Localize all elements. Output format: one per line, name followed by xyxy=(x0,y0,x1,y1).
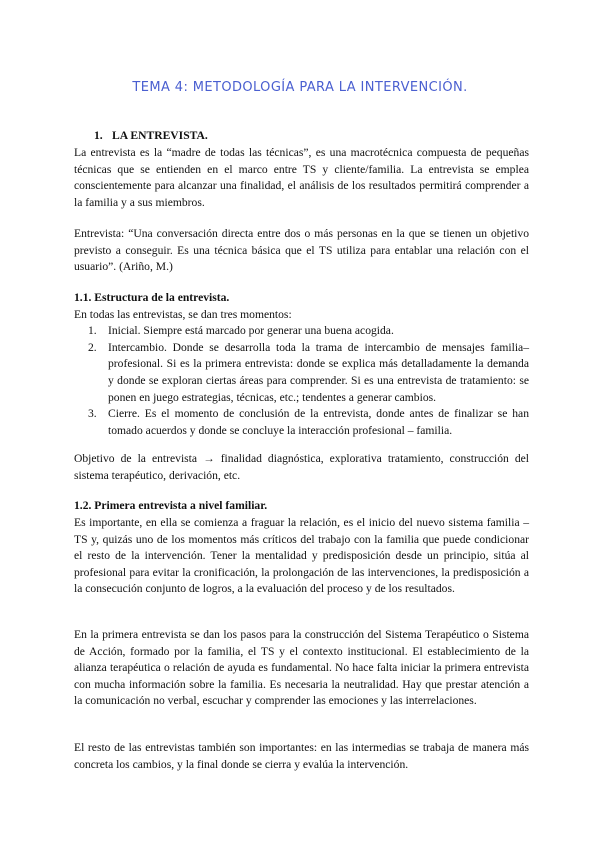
list-item-text: Inicial. Siempre está marcado por generar una buena acogida. xyxy=(108,324,394,338)
objective-paragraph: Objetivo de la entrevista → finalidad diagnóstica, explorativa tratamiento, construcción del sistema terapéutico, derivación, etc. xyxy=(74,452,529,482)
list-item-number: 1. xyxy=(88,324,97,338)
definition-paragraph: Entrevista: “Una conversación directa entre dos o más personas en la que se tienen un objetivo previsto a conseguir. Es una técnica básica que el TS utiliza para entablar una relación con el usuario”. (Ariño, M.) xyxy=(74,227,529,274)
section-1-2-paragraph-2 xyxy=(74,627,529,710)
intro-paragraph: La entrevista es la “madre de todas las técnicas”, es una macrotécnica compuesta de pequeñas técnicas que se entienden en el marco entre TS y cliente/familia. La entrevista se emplea conscientemente para alcanzar una finalidad, el análisis de los resultados permitirá comprender a la familia y a sus miembros. xyxy=(74,146,529,209)
objective-paragraph-block xyxy=(74,451,529,484)
section-1-2 xyxy=(74,498,529,515)
section-1-heading xyxy=(74,128,529,145)
section-1-2-paragraph-1 xyxy=(74,515,529,598)
section-1-1-heading: 1.1. Estructura de la entrevista. xyxy=(74,291,230,304)
section-1-definition xyxy=(74,226,529,276)
section-1-intro xyxy=(74,145,529,211)
section-1-number: 1. xyxy=(94,129,103,142)
list-item xyxy=(74,340,529,406)
section-1-1-lead: En todas las entrevistas, se dan tres momentos: xyxy=(74,307,292,321)
list-item-number: 2. xyxy=(88,340,97,354)
list-item-text: Intercambio. Donde se desarrolla toda la trama de intercambio de mensajes familia–profesional. Si es la primera entrevista: donde se explica más detalladamente la demanda y donde se exploran ciertas áreas para comprender. Si es una entrevista de tratamiento: se ponen en juego estrategias, técnicas, etc.; tendentes a generar cambios. xyxy=(108,340,529,404)
paragraph: En la primera entrevista se dan los pasos para la construcción del Sistema Terapéutico o Sistema de Acción, formado por la familia, el TS y el contexto institucional. El establecimiento de la alianza terapéutica o relación de ayuda es fundamental. No hace falta iniciar la primera entrevista con mucha información sobre la familia. Es necesaria la neutralidad. Hay que prestar atención a la comunicación no verbal, escuchar y comprender las emociones y las interrelaciones. xyxy=(74,628,529,708)
moments-list xyxy=(74,323,529,439)
paragraph: Es importante, en ella se comienza a fraguar la relación, es el inicio del nuevo sistema familia – TS y, quizás uno de los momentos más críticos del trabajo con la familia que puede condicionar el resto de la intervención. Tener la mentalidad y predisposición desde un principio, sitúa al profesional para evitar la cronificación, la prolongación de las intervenciones, la predisposición a la consecución conjunto de logros, a la evaluación del proceso y de los resultados. xyxy=(74,516,529,596)
paragraph: El resto de las entrevistas también son importantes: en las intermedias se trabaja de manera más concreta los cambios, y la final donde se cierra y evalúa la intervención. xyxy=(74,741,529,771)
section-1-2-heading: 1.2. Primera entrevista a nivel familiar. xyxy=(74,499,268,512)
list-item-number: 3. xyxy=(88,407,97,421)
section-1-2-paragraph-3 xyxy=(74,740,529,773)
list-item xyxy=(74,406,529,439)
page-title: TEMA 4: METODOLOGÍA PARA LA INTERVENCIÓN. xyxy=(132,80,468,95)
section-1-1 xyxy=(74,290,529,439)
list-item xyxy=(74,323,529,340)
section-1-title: LA ENTREVISTA. xyxy=(112,129,208,142)
list-item-text: Cierre. Es el momento de conclusión de la entrevista, donde antes de finalizar se han tomado acuerdos y donde se concluye la interacción profesional – familia. xyxy=(108,407,529,437)
